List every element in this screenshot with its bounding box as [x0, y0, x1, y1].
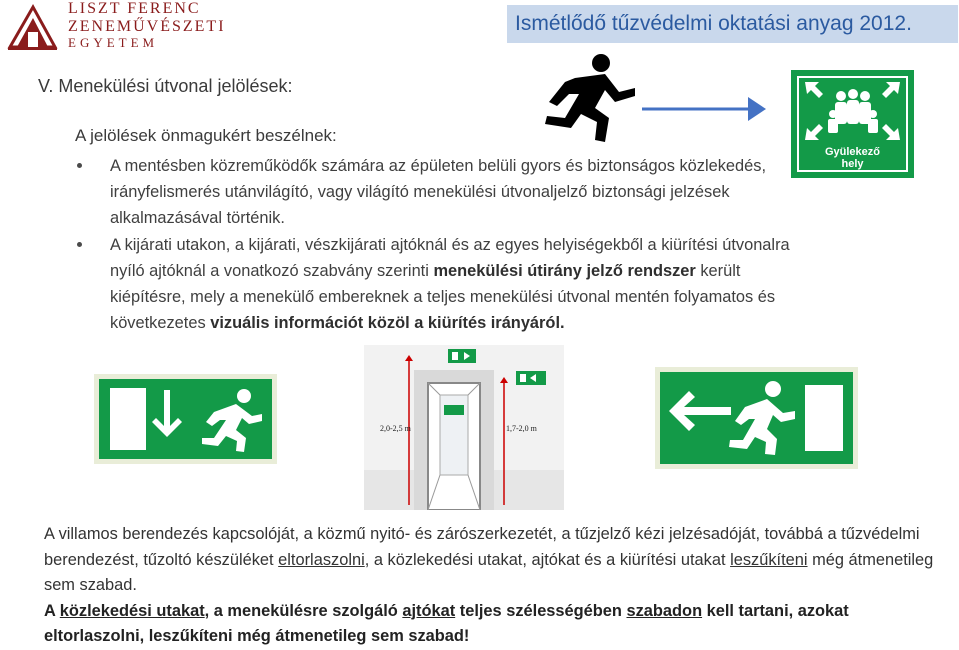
warning-p1-b: , a közlekedési utakat, ajtókat és a kiürítési utakat	[364, 550, 731, 569]
bullet-marker-1	[77, 163, 82, 168]
diagram-label-right: 1,7-2,0 m	[506, 424, 537, 433]
warning-p1-underline-1: eltorlaszolni	[278, 550, 365, 569]
warning-p1-underline-2: leszűkíteni	[730, 550, 808, 569]
warning-p1-a: A villamos berendezés kapcsolóját, a közmű nyitó- és zárószerkezetét, a tűzjelző kézi jelzésadóját, továbbá a tűzvédelmi berendezést, tűzoltó készüléket	[44, 525, 920, 569]
arrow-right-icon	[640, 92, 770, 126]
bullet-2-text	[110, 232, 820, 336]
assembly-sign-label-1: Gyülekező	[824, 146, 881, 158]
assembly-point-sign	[789, 68, 916, 180]
warning-p2-b: , a menekülésre szolgáló	[204, 601, 403, 620]
diagram-label-left: 2,0-2,5 m	[380, 424, 411, 433]
university-logo	[5, 2, 60, 52]
warning-p2-underline-1: közlekedési utakat	[59, 601, 205, 620]
logo-text-line-3: EGYETEM	[68, 35, 159, 50]
warning-p2-d: kell tartani, azokat eltorlaszolni, leszűkíteni még átmenetileg sem szabad!	[44, 601, 849, 645]
corridor-diagram	[364, 345, 564, 510]
warning-p2-c: teljes szélességében	[455, 601, 627, 620]
intro-heading: A jelölések önmagukért beszélnek:	[75, 126, 337, 145]
assembly-sign-label-2: hely	[841, 158, 864, 170]
bullet-1-text: A mentésben közreműködők számára az épületen belüli gyors és biztonságos közlekedés, irányfelismerés utánvilágító, vagy világító menekülési útvonaljelző biztonsági jelzések alkalmazásával történik.	[110, 157, 766, 227]
bullet-2-part-2: került kiépítésre, mely a menekülő embereknek a teljes menekülési útvonal mentén folyamatos és következetes	[110, 262, 776, 332]
bullet-2-bold-2: vizuális információt közöl a kiürítés irányáról.	[210, 314, 565, 332]
running-person-icon	[535, 52, 637, 144]
exit-sign-down	[94, 374, 277, 464]
page-title: Ismétlődő tűzvédelmi oktatási anyag 2012.	[507, 5, 958, 43]
bullet-2-bold-1: menekülési útirány jelző rendszer	[433, 262, 696, 280]
bullet-marker-2	[77, 242, 82, 247]
exit-sign-left	[655, 367, 858, 469]
logo-text-line-2: ZENEMŰVÉSZETI	[68, 18, 226, 35]
logo-text-line-1: LISZT FERENC	[68, 0, 201, 17]
warning-text-block	[44, 522, 944, 650]
warning-paragraph-2	[44, 599, 944, 650]
warning-p1-c: még átmenetileg sem szabad.	[44, 550, 934, 594]
bullet-2-part-1: A kijárati utakon, a kijárati, vészkijárati ajtóknál és az egyes helyiségekből a kiürítési útvonalra nyíló ajtóknál a vonatkozó szabvány szerinti	[110, 236, 790, 280]
section-heading: V. Menekülési útvonal jelölések:	[38, 76, 293, 96]
warning-p2-underline-3: szabadon	[626, 601, 703, 620]
warning-paragraph-1	[44, 522, 944, 599]
warning-p2-underline-2: ajtókat	[402, 601, 456, 620]
warning-p2-a: A	[44, 601, 60, 620]
